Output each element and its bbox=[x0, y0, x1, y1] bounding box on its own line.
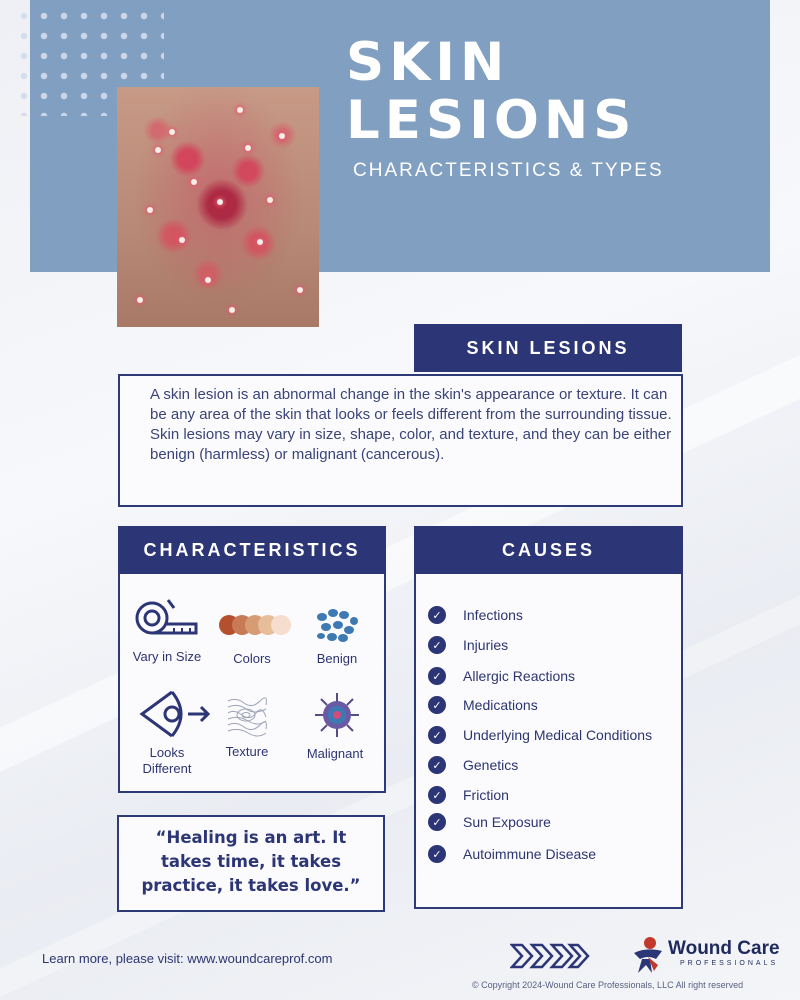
check-icon: ✓ bbox=[428, 696, 446, 714]
check-icon: ✓ bbox=[428, 606, 446, 624]
page-title bbox=[346, 34, 636, 150]
benign-cells-icon bbox=[314, 607, 360, 645]
characteristic-looks-different: Looks Different bbox=[142, 745, 192, 776]
characteristic-colors: Colors bbox=[233, 651, 271, 666]
characteristic-malignant: Malignant bbox=[306, 746, 364, 761]
tape-measure-icon bbox=[134, 598, 198, 638]
check-icon: ✓ bbox=[428, 726, 446, 744]
title-line-1: SKIN bbox=[346, 32, 510, 93]
chevron-arrows-icon bbox=[510, 943, 590, 969]
eye-arrow-icon bbox=[138, 690, 212, 738]
skin-lesions-heading: SKIN LESIONS bbox=[414, 324, 682, 372]
check-icon: ✓ bbox=[428, 813, 446, 831]
texture-pattern-icon bbox=[226, 695, 268, 737]
quote-text: “Healing is an art. It takes time, it takes practice, it takes love.” bbox=[141, 828, 361, 895]
malignant-cell-icon bbox=[312, 690, 362, 740]
color-swatches-icon bbox=[218, 614, 294, 636]
logo-subtitle: PROFESSIONALS bbox=[680, 960, 779, 967]
logo-name: Wound Care bbox=[668, 938, 780, 959]
cause-item: ✓ Autoimmune Disease bbox=[428, 845, 596, 863]
cause-item: ✓ Sun Exposure bbox=[428, 813, 551, 831]
check-icon: ✓ bbox=[428, 845, 446, 863]
wound-care-logo-icon bbox=[628, 935, 666, 975]
cause-item: ✓ Injuries bbox=[428, 636, 508, 654]
causes-heading: CAUSES bbox=[414, 526, 683, 574]
check-icon: ✓ bbox=[428, 667, 446, 685]
page-subtitle: CHARACTERISTICS & TYPES bbox=[353, 160, 664, 181]
cause-item: ✓ Medications bbox=[428, 696, 538, 714]
website-link[interactable]: Learn more, please visit: www.woundcareprof.com bbox=[42, 951, 333, 966]
cause-item: ✓ Underlying Medical Conditions bbox=[428, 726, 652, 744]
characteristic-texture: Texture bbox=[225, 744, 269, 759]
cause-item: ✓ Infections bbox=[428, 606, 523, 624]
intro-text: A skin lesion is an abnormal change in the skin's appearance or texture. It can be any area of the skin that looks or feels different from the surrounding tissue. Skin lesions may vary in size, shape, color, and texture, and they can be either benign (harmless) or malignant (cancerous). bbox=[150, 386, 672, 463]
check-icon: ✓ bbox=[428, 636, 446, 654]
cause-item: ✓ Allergic Reactions bbox=[428, 667, 575, 685]
cause-item: ✓ Friction bbox=[428, 786, 509, 804]
check-icon: ✓ bbox=[428, 756, 446, 774]
title-line-2: LESIONS bbox=[346, 90, 637, 151]
characteristic-benign: Benign bbox=[316, 651, 358, 666]
check-icon: ✓ bbox=[428, 786, 446, 804]
characteristic-size: Vary in Size bbox=[132, 649, 202, 664]
copyright-text: © Copyright 2024-Wound Care Professionals, LLC All right reserved bbox=[472, 980, 744, 990]
skin-lesion-photo bbox=[117, 87, 319, 327]
characteristics-heading: CHARACTERISTICS bbox=[118, 526, 386, 574]
cause-item: ✓ Genetics bbox=[428, 756, 518, 774]
